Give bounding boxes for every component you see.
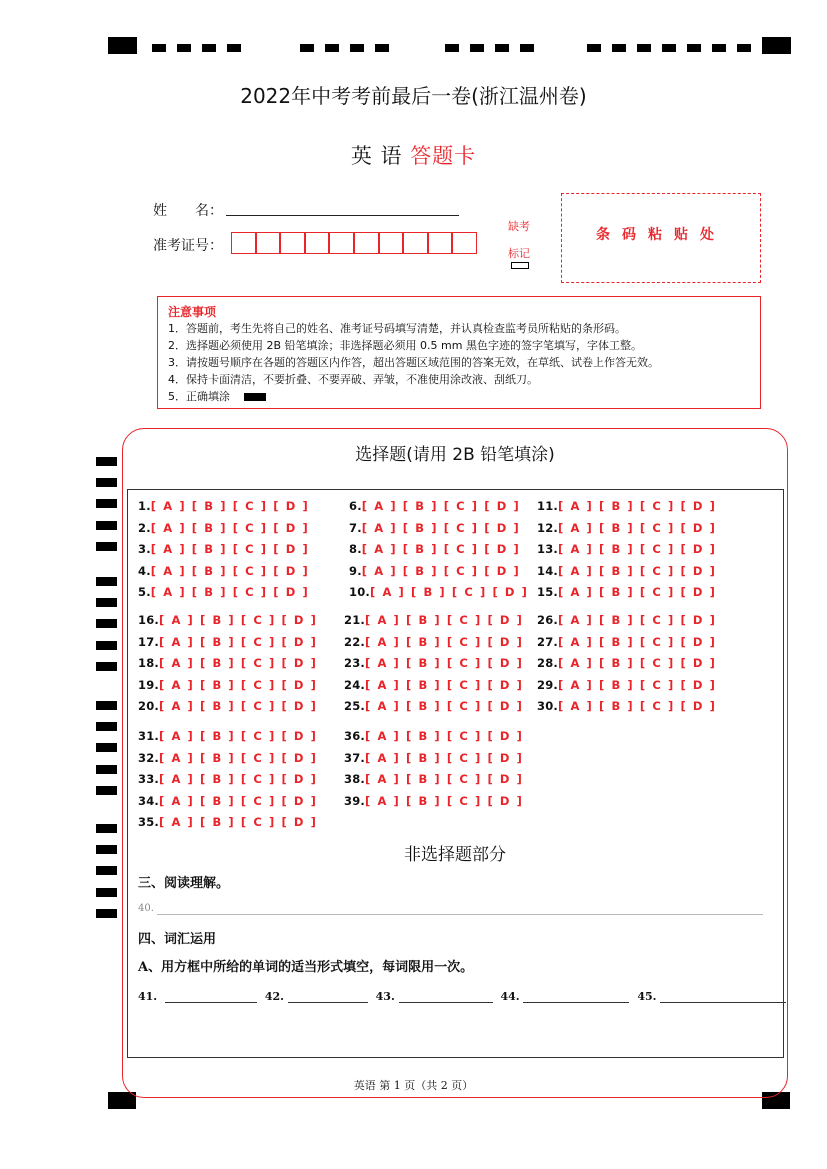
question-number: 4. [138,563,151,578]
blank-45-label: 45. [637,990,657,1003]
question-number: 2. [138,520,151,535]
question-number: 28. [537,656,558,671]
blank-43-line[interactable] [399,990,493,1003]
name-label: 姓 名： [153,203,223,219]
q40-answer-line[interactable] [157,914,763,915]
exam-id-digit-box[interactable] [329,232,354,254]
timing-mark [762,37,791,54]
part-3-heading: 三、阅读理解。 [138,876,230,891]
question-number: 32. [138,750,159,765]
question-number: 34. [138,793,159,808]
timing-mark [96,722,117,731]
answer-bubbles[interactable]: [ A ] [ B ] [ C ] [ D ] [557,613,717,627]
question-20 [138,699,318,713]
question-number: 39. [344,793,365,808]
question-8 [349,542,520,556]
answer-bubbles[interactable]: [ A ] [ B ] [ C ] [ D ] [158,793,318,808]
question-number: 5. [138,585,151,600]
question-number: 14. [537,563,558,578]
question-number: 7. [349,520,362,535]
answer-bubbles[interactable]: [ A ] [ B ] [ C ] [ D ] [150,585,310,600]
question-1 [138,499,309,513]
question-17 [138,635,318,649]
timing-mark [737,44,751,52]
blank-42-line[interactable] [288,990,368,1003]
question-number: 18. [138,656,159,671]
timing-mark [96,765,117,774]
timing-mark [375,44,389,52]
timing-mark [325,44,339,52]
blank-45-line[interactable] [660,990,786,1003]
nonchoice-section-title: 非选择题部分 [404,845,506,865]
notice-box [157,296,761,409]
answer-bubbles[interactable]: [ A ] [ B ] [ C ] [ D ] [361,542,521,557]
blank-42-label: 42. [264,990,284,1003]
question-number: 19. [138,677,159,692]
timing-mark [96,499,117,508]
answer-bubbles[interactable]: [ A ] [ B ] [ C ] [ D ] [557,677,717,692]
timing-mark [445,44,459,52]
answer-bubbles[interactable]: [ A ] [ B ] [ C ] [ D ] [364,750,524,765]
blank-44-line[interactable] [523,990,629,1003]
question-2 [138,521,309,535]
question-3 [138,542,309,556]
question-32 [138,751,318,765]
timing-mark [662,44,676,52]
question-4 [138,564,309,578]
timing-mark [96,743,117,752]
timing-mark [587,44,601,52]
answer-bubbles[interactable]: [ A ] [ B ] [ C ] [ D ] [158,634,318,649]
exam-id-digit-box[interactable] [403,232,428,254]
answer-bubbles[interactable]: [ A ] [ B ] [ C ] [ D ] [557,656,717,671]
question-number: 35. [138,815,159,830]
question-18 [138,656,318,670]
question-22 [344,635,524,649]
answer-bubbles[interactable]: [ A ] [ B ] [ C ] [ D ] [361,563,521,578]
answer-bubbles[interactable]: [ A ] [ B ] [ C ] [ D ] [364,677,524,692]
part-a-instruction: A、用方框中所给的单词的适当形式填空，每词限用一次。 [138,960,474,975]
question-11 [537,499,717,513]
timing-mark [202,44,216,52]
timing-mark [152,44,166,52]
q40-label: 40. [138,903,154,914]
absent-mark-box[interactable] [511,262,529,269]
timing-mark [350,44,364,52]
barcode-label: 条码粘贴处 [596,227,726,243]
answer-bubbles[interactable]: [ A ] [ B ] [ C ] [ D ] [364,729,524,743]
question-number: 22. [344,634,365,649]
exam-id-label: 准考证号： [153,238,223,254]
answer-bubbles[interactable]: [ A ] [ B ] [ C ] [ D ] [150,520,310,535]
question-38 [344,772,524,786]
question-number: 12. [537,520,558,535]
question-7 [349,521,520,535]
question-number: 26. [537,613,558,627]
exam-id-digit-box[interactable] [280,232,305,254]
part-4-heading: 四、词汇运用 [138,932,217,947]
question-30 [537,699,717,713]
exam-id-digit-box[interactable] [231,232,256,254]
question-number: 10. [349,585,370,600]
timing-mark [495,44,509,52]
question-number: 11. [537,499,558,513]
timing-mark [96,786,117,795]
timing-mark [300,44,314,52]
notice-item: 4．保持卡面清洁，不要折叠、不要弄破、弄皱，不准使用涂改液、刮纸刀。 [168,373,538,386]
answer-bubbles[interactable]: [ A ] [ B ] [ C ] [ D ] [361,499,521,513]
timing-mark [227,44,241,52]
answer-bubbles[interactable]: [ A ] [ B ] [ C ] [ D ] [158,677,318,692]
question-number: 20. [138,699,159,714]
answer-bubbles[interactable]: [ A ] [ B ] [ C ] [ D ] [158,613,318,627]
question-number: 29. [537,677,558,692]
notice-item: 2．选择题必须使用 2B 铅笔填涂；非选择题必须用 0.5 mm 黑色字迹的签字笔填写，字体工整。 [168,339,642,352]
timing-mark [96,662,117,671]
exam-id-digit-box[interactable] [354,232,379,254]
answer-bubbles[interactable]: [ A ] [ B ] [ C ] [ D ] [158,772,318,787]
timing-mark [96,457,117,466]
question-21 [344,613,524,627]
question-number: 15. [537,585,558,600]
question-number: 24. [344,677,365,692]
notice-item: 1．答题前，考生先将自己的姓名、准考证号码填写清楚，并认真检查监考员所粘贴的条形码。 [168,322,626,335]
answer-card-label: 答题卡 [410,144,477,168]
answer-bubbles[interactable]: [ A ] [ B ] [ C ] [ D ] [364,613,524,627]
question-5 [138,585,309,599]
card-title [0,140,827,170]
exam-id-digit-box[interactable] [305,232,330,254]
question-number: 17. [138,634,159,649]
question-number: 23. [344,656,365,671]
question-27 [537,635,717,649]
answer-bubbles[interactable]: [ A ] [ B ] [ C ] [ D ] [557,520,717,535]
question-36 [344,729,524,743]
question-33 [138,772,318,786]
timing-mark [96,577,117,586]
answer-bubbles[interactable]: [ A ] [ B ] [ C ] [ D ] [158,750,318,765]
question-number: 9. [349,563,362,578]
timing-mark [470,44,484,52]
exam-title: 2022年中考考前最后一卷(浙江温州卷) [240,84,587,108]
notice-title: 注意事项 [168,305,217,319]
timing-mark [712,44,726,52]
name-field[interactable] [226,215,459,216]
timing-mark [96,521,117,530]
question-10 [349,585,529,599]
question-26 [537,613,717,627]
notice-item: 3．请按题号顺序在各题的答题区内作答，超出答题区域范围的答案无效，在草纸、试卷上作答无效。 [168,356,659,369]
question-number: 1. [138,499,151,513]
question-number: 27. [537,634,558,649]
question-35 [138,815,318,829]
question-number: 31. [138,729,159,743]
timing-mark [96,888,117,897]
timing-mark [96,598,117,607]
barcode-area [561,193,761,283]
question-39 [344,794,524,808]
answer-bubbles[interactable]: [ A ] [ B ] [ C ] [ D ] [158,656,318,671]
answer-bubbles[interactable]: [ A ] [ B ] [ C ] [ D ] [158,699,318,714]
timing-mark [637,44,651,52]
question-9 [349,564,520,578]
blank-44-label: 44. [500,990,520,1003]
blank-41-line[interactable] [165,990,257,1003]
question-13 [537,542,717,556]
question-number: 36. [344,729,365,743]
absent-mark-label [508,213,530,267]
answer-bubbles[interactable]: [ A ] [ B ] [ C ] [ D ] [557,634,717,649]
answer-bubbles[interactable]: [ A ] [ B ] [ C ] [ D ] [158,729,318,743]
question-19 [138,678,318,692]
timing-mark [96,845,117,854]
filled-sample-mark [244,393,266,401]
blanks-row [138,990,786,1003]
notice-item-fill [168,388,750,405]
timing-mark [687,44,701,52]
timing-mark [612,44,626,52]
exam-id-digit-box[interactable] [256,232,281,254]
answer-bubbles[interactable]: [ A ] [ B ] [ C ] [ D ] [557,563,717,578]
timing-mark [520,44,534,52]
timing-mark [96,909,117,918]
page-footer: 英语 第 1 页（共 2 页） [353,1079,474,1092]
question-number: 38. [344,772,365,787]
answer-bubbles[interactable]: [ A ] [ B ] [ C ] [ D ] [150,542,310,557]
answer-bubbles[interactable]: [ A ] [ B ] [ C ] [ D ] [158,815,318,830]
question-number: 16. [138,613,159,627]
question-29 [537,678,717,692]
timing-mark [96,619,117,628]
question-number: 6. [349,499,362,513]
answer-bubbles[interactable]: [ A ] [ B ] [ C ] [ D ] [364,772,524,787]
question-number: 8. [349,542,362,557]
subject-label: 英 语 [350,144,403,168]
question-number: 37. [344,750,365,765]
question-14 [537,564,717,578]
choice-section-title: 选择题(请用 2B 铅笔填涂) [355,445,555,465]
question-23 [344,656,524,670]
question-number: 30. [537,699,558,714]
question-34 [138,794,318,808]
timing-mark [96,701,117,710]
answer-bubbles[interactable]: [ A ] [ B ] [ C ] [ D ] [364,793,524,808]
blank-41-label: 41. [138,990,158,1003]
notice-item: 5．正确填涂 [168,390,230,403]
answer-bubbles[interactable]: [ A ] [ B ] [ C ] [ D ] [557,699,717,714]
question-number: 3. [138,542,151,557]
question-28 [537,656,717,670]
answer-bubbles[interactable]: [ A ] [ B ] [ C ] [ D ] [150,563,310,578]
timing-mark [96,641,117,650]
question-25 [344,699,524,713]
answer-bubbles[interactable]: [ A ] [ B ] [ C ] [ D ] [557,585,717,600]
exam-id-digit-box[interactable] [379,232,404,254]
timing-mark [96,866,117,875]
answer-bubbles[interactable]: [ A ] [ B ] [ C ] [ D ] [150,499,310,513]
timing-mark [96,542,117,551]
timing-mark [96,478,117,487]
blank-43-label: 43. [375,990,395,1003]
absent-line-2: 标记 [508,247,530,260]
question-6 [349,499,520,513]
question-16 [138,613,318,627]
question-number: 33. [138,772,159,787]
absent-line-1: 缺考 [508,220,530,233]
answer-bubbles[interactable]: [ A ] [ B ] [ C ] [ D ] [361,520,521,535]
question-15 [537,585,717,599]
question-31 [138,729,318,743]
question-12 [537,521,717,535]
exam-id-digit-box[interactable] [452,232,477,254]
answer-bubbles[interactable]: [ A ] [ B ] [ C ] [ D ] [369,585,529,600]
timing-mark [177,44,191,52]
answer-bubbles[interactable]: [ A ] [ B ] [ C ] [ D ] [557,499,717,513]
question-number: 25. [344,699,365,714]
question-24 [344,678,524,692]
answer-bubbles[interactable]: [ A ] [ B ] [ C ] [ D ] [557,542,717,557]
answer-bubbles[interactable]: [ A ] [ B ] [ C ] [ D ] [364,634,524,649]
answer-bubbles[interactable]: [ A ] [ B ] [ C ] [ D ] [364,699,524,714]
question-37 [344,751,524,765]
question-number: 21. [344,613,365,627]
answer-bubbles[interactable]: [ A ] [ B ] [ C ] [ D ] [364,656,524,671]
exam-id-digit-box[interactable] [428,232,453,254]
timing-mark [108,37,137,54]
question-number: 13. [537,542,558,557]
timing-mark [96,824,117,833]
